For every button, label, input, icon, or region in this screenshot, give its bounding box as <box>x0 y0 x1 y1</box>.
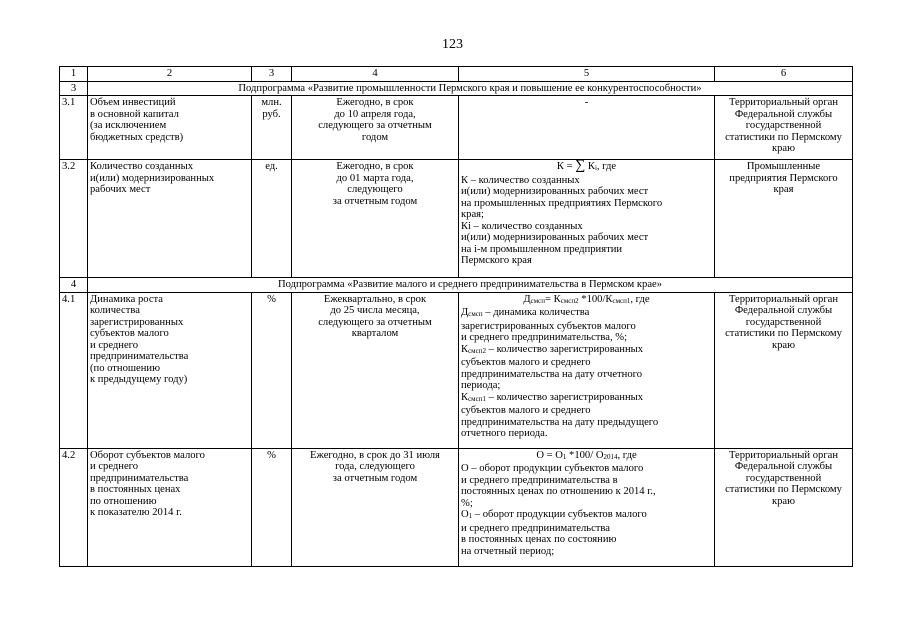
column-header: 5 <box>459 67 715 82</box>
indicator-name: Количество созданных и(или) модернизированных рабочих мест <box>88 160 252 278</box>
period-cell: Ежегодно, в срок до 31 июля года, следующего за отчетным годом <box>292 448 459 566</box>
indicators-table <box>59 66 853 567</box>
row-number: 4.1 <box>60 292 88 448</box>
source-cell: Промышленные предприятия Пермского края <box>715 160 853 278</box>
row-number: 3.2 <box>60 160 88 278</box>
column-header: 2 <box>88 67 252 82</box>
method-cell: К = ∑ Кi, где К – количество созданных и(или) модернизированных рабочих мест на промышленных предприятиях Пермского края; Кi – количество созданных и(или) модернизированных рабочих мест на i-м промышленном предприятии Пермского края <box>459 160 715 278</box>
table-row <box>60 160 853 278</box>
unit-cell: % <box>252 448 292 566</box>
section-row <box>60 81 853 96</box>
column-header: 4 <box>292 67 459 82</box>
table-row <box>60 448 853 566</box>
formula: К = ∑ Кi, где <box>556 159 617 173</box>
column-header: 6 <box>715 67 853 82</box>
method-cell: Дсмсп= Ксмсп2 *100/Ксмсп1, где Дсмсп – динамика количества зарегистрированных субъектов малого и среднего предпринимательства, %; Ксмсп2 – количество зарегистрированных субъектов малого и среднего предпринимательства на дату отчетного периода; Ксмсп1 – количество зарегистрированных субъектов малого и среднего предпринимательства на дату предыдущего отчетного периода. <box>459 292 715 448</box>
method-cell: - <box>459 96 715 160</box>
period-cell: Ежегодно, в срок до 01 марта года, следующего за отчетным годом <box>292 160 459 278</box>
indicator-name: Объем инвестиций в основной капитал (за исключением бюджетных средств) <box>88 96 252 160</box>
unit-cell: ед. <box>252 160 292 278</box>
period-cell: Ежегодно, в срок до 10 апреля года, следующего за отчетным годом <box>292 96 459 160</box>
section-number: 3 <box>60 81 88 96</box>
unit-cell: % <box>252 292 292 448</box>
source-cell: Территориальный орган Федеральной службы государственной статистики по Пермскому краю <box>715 448 853 566</box>
source-cell: Территориальный орган Федеральной службы государственной статистики по Пермскому краю <box>715 96 853 160</box>
method-cell: О = О1 *100/ О2014, где О – оборот продукции субъектов малого и среднего предпринимательства в постоянных ценах по отношению к 2014 г., %; О1 – оборот продукции субъектов малого и среднего предпринимательства в постоянных ценах по состоянию на отчетный период; <box>459 448 715 566</box>
indicator-name: Динамика роста количества зарегистрированных субъектов малого и среднего предпринимательства (по отношению к предыдущему году) <box>88 292 252 448</box>
section-title: Подпрограмма «Развитие промышленности Пермского края и повышение ее конкурентоспособности» <box>88 81 853 96</box>
formula: Дсмсп= Ксмсп2 *100/Ксмсп1, где <box>523 293 650 305</box>
formula: О = О1 *100/ О2014, где <box>536 449 637 461</box>
section-row <box>60 278 853 293</box>
table-row <box>60 292 853 448</box>
row-number: 4.2 <box>60 448 88 566</box>
unit-cell: млн. руб. <box>252 96 292 160</box>
source-cell: Территориальный орган Федеральной службы государственной статистики по Пермскому краю <box>715 292 853 448</box>
page-number: 123 <box>442 37 463 52</box>
column-header: 1 <box>60 67 88 82</box>
section-title: Подпрограмма «Развитие малого и среднего предпринимательства в Пермском крае» <box>88 278 853 293</box>
column-header: 3 <box>252 67 292 82</box>
indicator-name: Оборот субъектов малого и среднего предпринимательства в постоянных ценах по отношению к показателю 2014 г. <box>88 448 252 566</box>
section-number: 4 <box>60 278 88 293</box>
table-row <box>60 96 853 160</box>
row-number: 3.1 <box>60 96 88 160</box>
column-number-row <box>60 67 853 82</box>
period-cell: Ежеквартально, в срок до 25 числа месяца, следующего за отчетным кварталом <box>292 292 459 448</box>
